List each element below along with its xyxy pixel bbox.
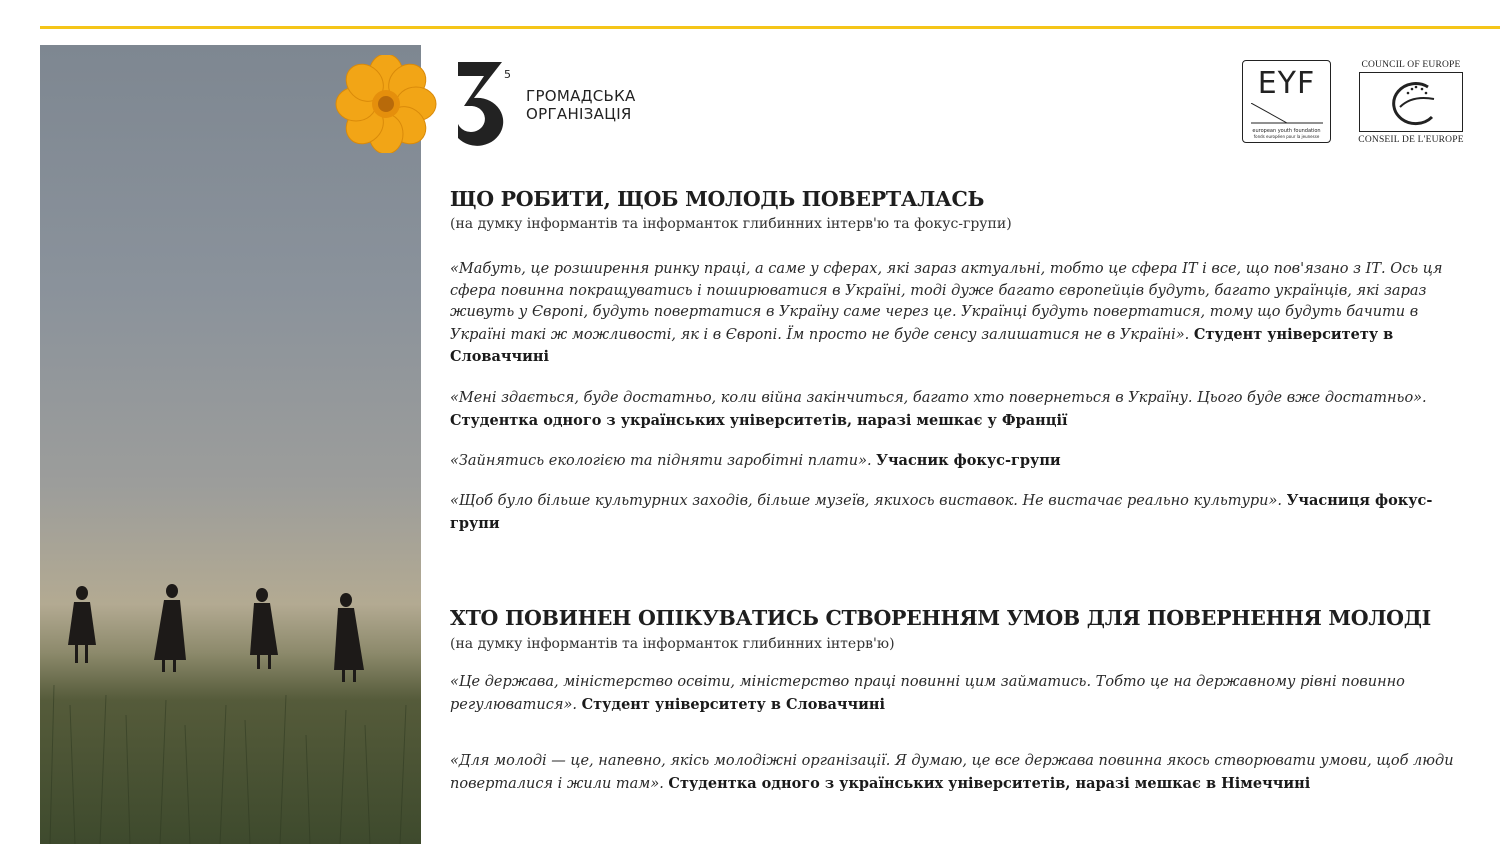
section1-subtitle: (на думку інформантів та інформанток глибинних інтерв'ю та фокус-групи) — [450, 216, 1012, 232]
eyf-logo-line-icon — [1251, 103, 1323, 125]
eyf-logo-letters: EYF — [1257, 66, 1316, 101]
quote-author: Учасниця фокус-групи — [450, 492, 1433, 532]
coe-logo-bottom-text: CONSEIL DE L'EUROPE — [1358, 135, 1464, 145]
quote-block — [450, 490, 1460, 535]
quote-block — [450, 388, 1460, 432]
hero-photo-field — [40, 45, 421, 844]
quote-text: «Мабуть, це розширення ринку праці, а саме у сферах, які зараз актуальні, тобто це сфера ІТ і все, що пов'язано з ІТ. Ось ця сфера повинна покращуватись і поширюватися в Україні, тоді дуже багато європейців будуть, багато українців, які зараз живуть у Європі, будуть повертатися в Україну саме через це. Українці будуть повертатися, тому що будуть бачити в Україні такі ж можливості, як і в Європі. Їм просто не буде сенсу залишатися не в Україні». — [450, 261, 1443, 343]
quote-block — [450, 672, 1460, 716]
coe-logo-box — [1359, 72, 1463, 132]
org-name — [526, 87, 636, 123]
quote-block — [450, 751, 1460, 795]
quote-block — [450, 450, 1460, 473]
quote-author: Студентка одного з українських університетів, наразі мешкає в Німеччині — [668, 774, 1311, 792]
eyf-logo — [1242, 60, 1331, 143]
quote-text: «Зайнятись екологією та підняти заробітні плати». — [450, 453, 872, 469]
eyf-logo-text-en: european youth foundation — [1252, 128, 1321, 134]
quote-text: «Це держава, міністерство освіти, міністерство праці повинні цим займатись. Тобто це на державному рівні повинно регулюватися». — [450, 674, 1405, 713]
eyf-logo-text-fr: fonds européen pour la jeunesse — [1253, 134, 1320, 139]
coe-logo-top-text: COUNCIL OF EUROPE — [1361, 60, 1461, 70]
quote-author: Студент університету в Словаччині — [581, 695, 886, 713]
org-logo-superscript: 5 — [504, 68, 511, 81]
section2-subtitle: (на думку інформантів та інформанток глибинних інтерв'ю) — [450, 636, 895, 652]
quote-author: Учасник фокус-групи — [876, 452, 1061, 469]
quote-block — [450, 259, 1460, 369]
quote-text: «Мені здається, буде достатньо, коли війна закінчиться, багато хто повернеться в Україну. Цього буде вже достатньо». — [450, 390, 1427, 406]
section1-title: ЩО РОБИТИ, ЩОБ МОЛОДЬ ПОВЕРТАЛАСЬ — [450, 187, 985, 211]
flower-logo-image — [333, 55, 439, 153]
section2-title: ХТО ПОВИНЕН ОПІКУВАТИСЬ СТВОРЕННЯМ УМОВ ДЛЯ ПОВЕРНЕННЯ МОЛОДІ — [450, 606, 1431, 630]
org-name-line2: ОРГАНІЗАЦІЯ — [526, 105, 632, 123]
quote-author: Студент університету в Словаччині — [450, 325, 1394, 365]
quote-text: «Щоб було більше культурних заходів, більше музеїв, якихось виставок. Не вистачає реально культури». — [450, 493, 1282, 509]
quote-author: Студентка одного з українських університетів, наразі мешкає у Франції — [450, 411, 1068, 429]
top-accent-rule — [40, 26, 1500, 29]
quote-text: «Для молоді — це, напевно, якісь молодіжні організації. Я думаю, це все держава повинна якось створювати умови, щоб люди поверталися і жили там». — [450, 753, 1454, 792]
coe-emblem-icon — [1360, 73, 1464, 133]
org-name-line1: ГРОМАДСЬКА — [526, 87, 636, 105]
